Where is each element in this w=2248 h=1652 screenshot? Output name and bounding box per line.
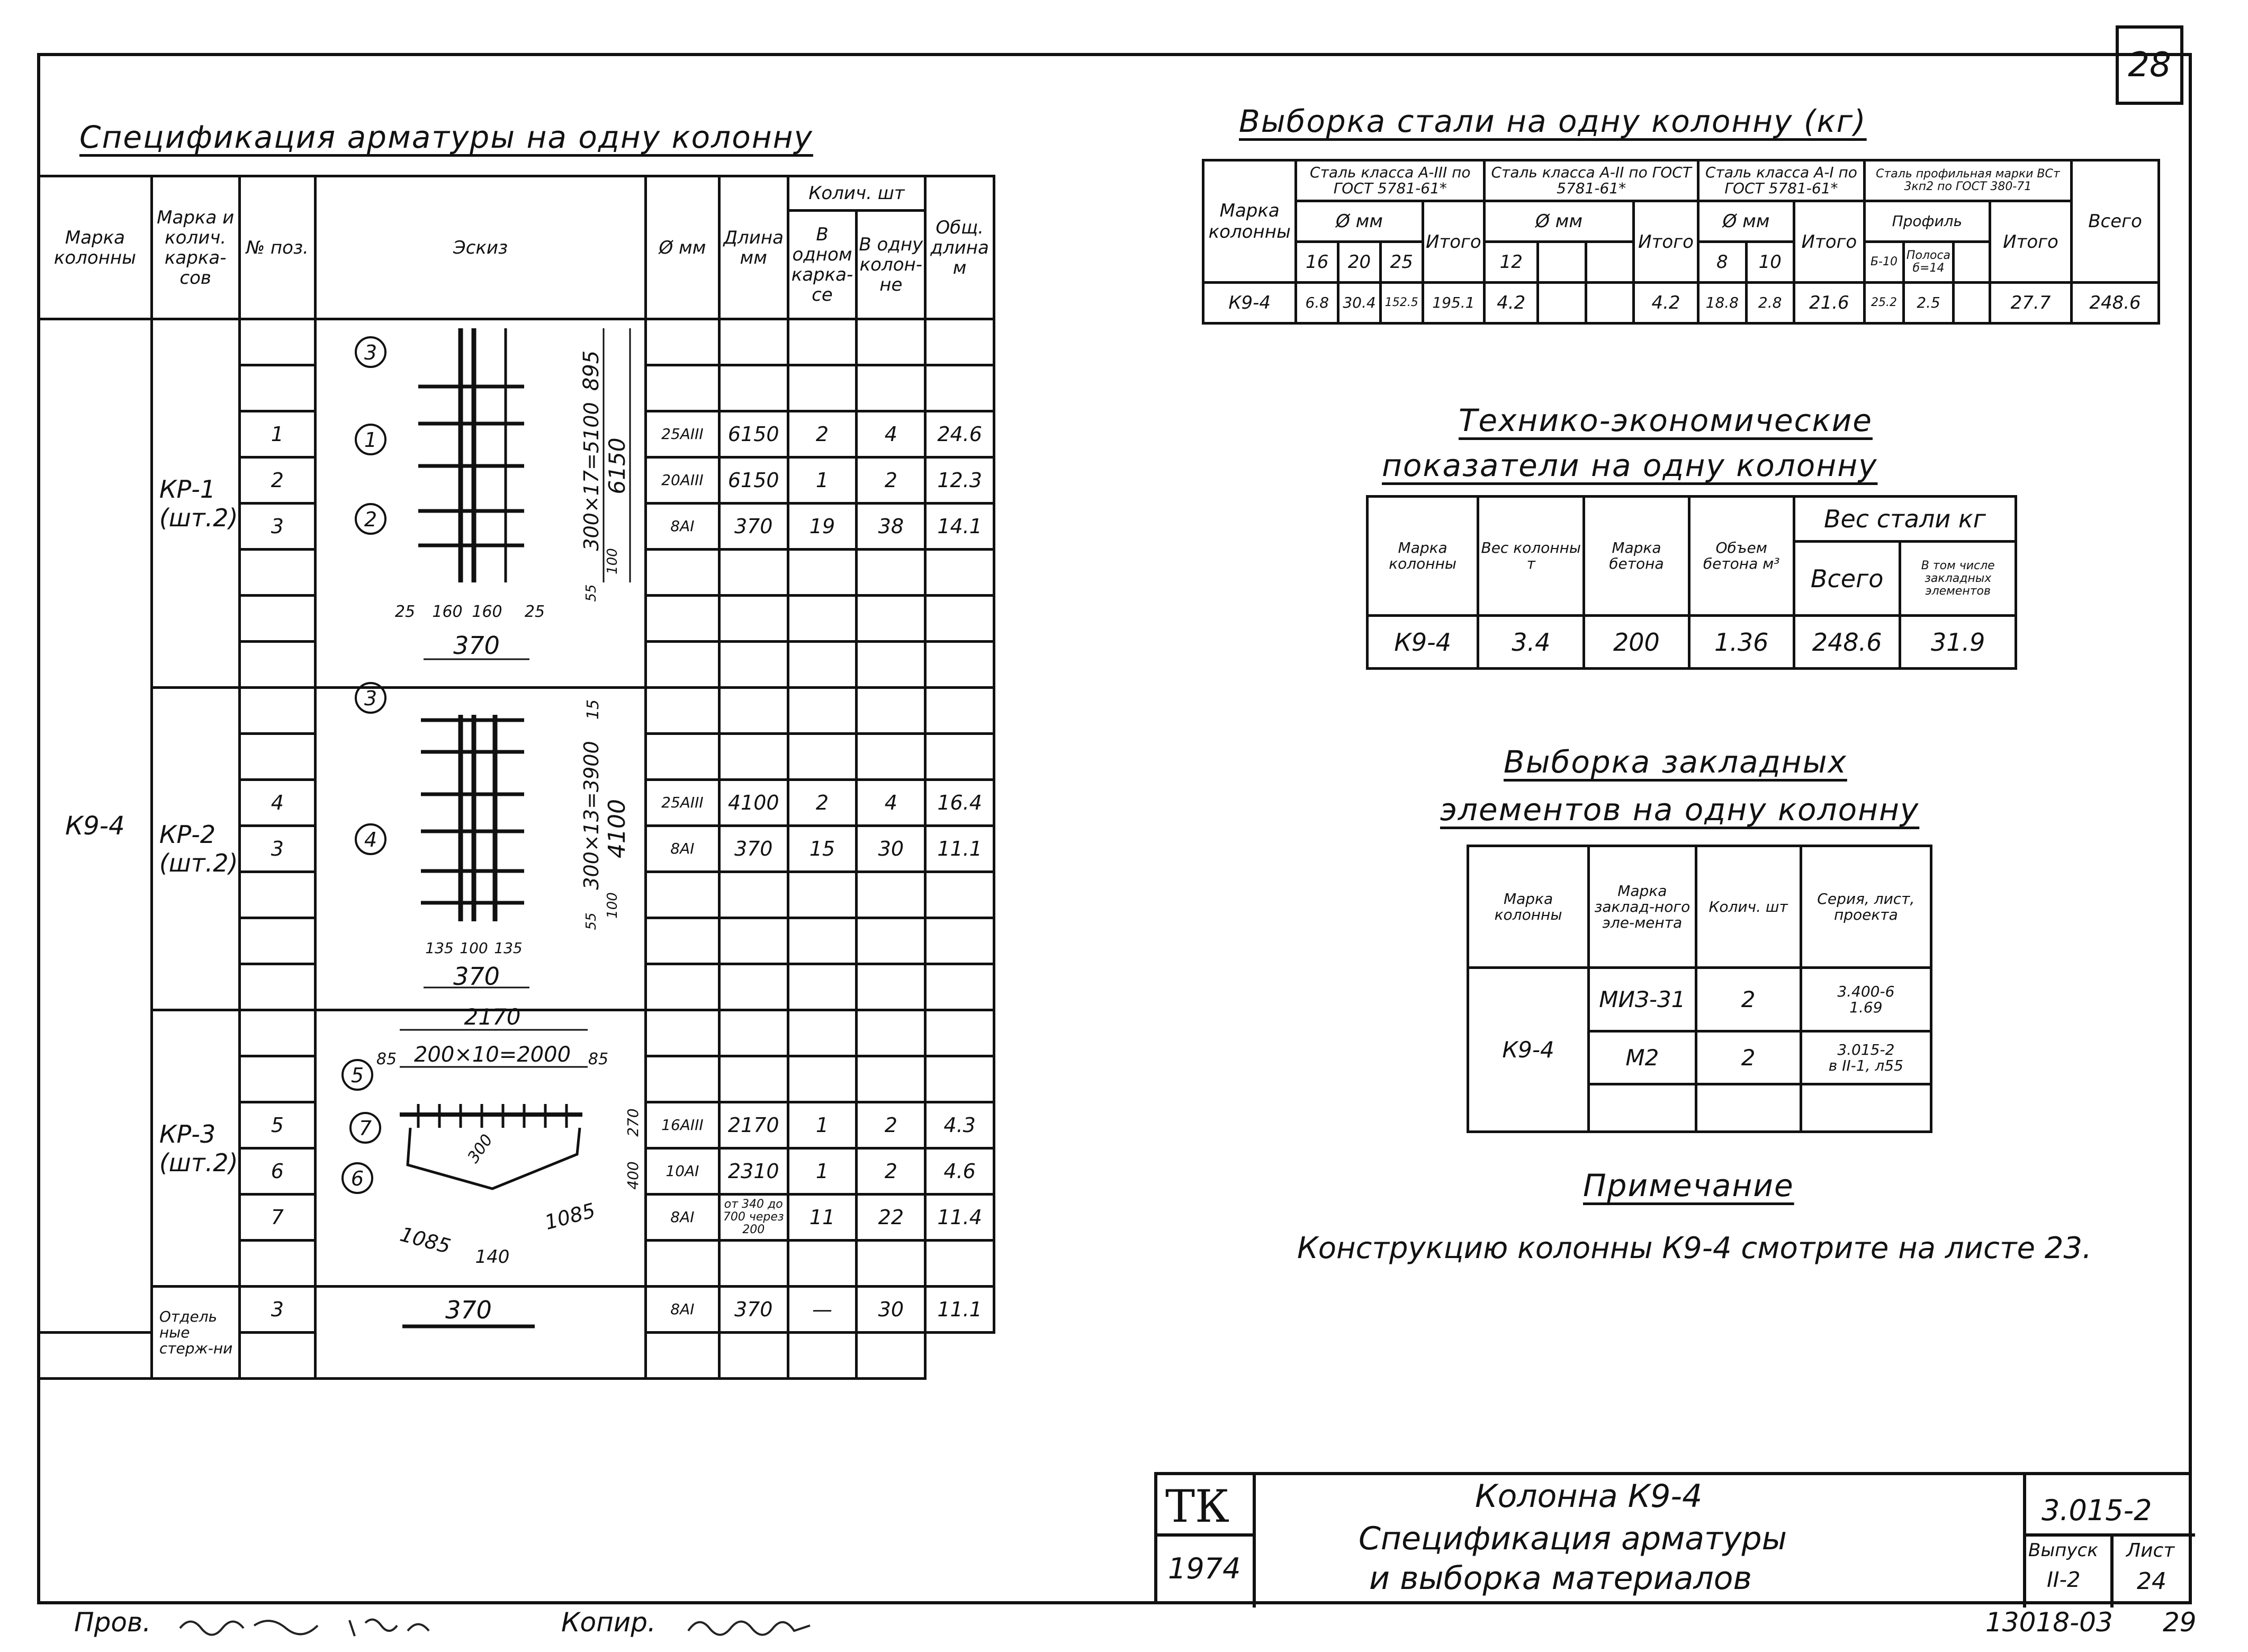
- dim-label: 25: [394, 603, 416, 621]
- spec-frame-mark: КР-3: [159, 1119, 216, 1148]
- dim-label: 400: [624, 1161, 642, 1190]
- tb-line3: и выборка материалов: [1369, 1560, 1752, 1597]
- spec-frame-count: (шт.2): [159, 1148, 238, 1177]
- steel-sub: 16: [1296, 242, 1338, 283]
- spec-cell-pos: 7: [239, 1195, 316, 1241]
- emb-cell: 1.69: [1849, 998, 1883, 1016]
- spec-cell-total: 12.3: [925, 457, 994, 504]
- steel-h-g1-total: Итого: [1423, 201, 1485, 283]
- spec-h-diam: Ø мм: [646, 176, 720, 319]
- steel-cell: [1953, 283, 1990, 324]
- spec-h-frame-mark: Марка и колич. карка-сов: [151, 176, 239, 319]
- spec-cell-q1: 1: [788, 1102, 857, 1148]
- dim-label: 85: [588, 1050, 609, 1069]
- spec-cell-pos: 3: [239, 1287, 316, 1333]
- spec-cell-len: 4100: [719, 780, 788, 826]
- spec-cell-pos: 4: [239, 780, 316, 826]
- steel-cell: 18.8: [1698, 283, 1746, 324]
- steel-sub: 12: [1485, 242, 1538, 283]
- tech-cell: К9-4: [1368, 616, 1478, 669]
- emb-cell: МИЗ-31: [1589, 968, 1696, 1031]
- tech-cell: 31.9: [1900, 616, 2016, 669]
- dim-label: 140: [475, 1246, 510, 1268]
- spec-cell-q2: 4: [857, 411, 925, 457]
- checked-signature: [175, 1610, 450, 1641]
- spec-cell-diam: 8АI: [646, 504, 720, 550]
- sheet-number: 28: [2116, 25, 2183, 105]
- dim-label: 25: [524, 603, 545, 621]
- tb-line2: Спецификация арматуры: [1359, 1520, 1787, 1557]
- spec-h-qty-one: В одном карка-се: [788, 211, 857, 319]
- emb-title-1: Выборка закладных: [1504, 744, 1847, 780]
- steel-sub: 10: [1746, 242, 1794, 283]
- spec-h-sketch: Эскиз: [316, 176, 646, 319]
- spec-cell-total: 16.4: [925, 780, 994, 826]
- spec-h-total: Общ. длина м: [925, 176, 994, 319]
- spec-cell-len: 6150: [719, 457, 788, 504]
- dim-label: 2170: [464, 1004, 521, 1030]
- spec-cell-pos: 3: [239, 826, 316, 872]
- emb-cell: 3.015-2: [1837, 1040, 1895, 1058]
- dim-label: 300×13=3900: [580, 741, 603, 890]
- tech-h-incl: В том числе закладных элементов: [1900, 542, 2016, 616]
- tb-issue: II-2: [2047, 1568, 2081, 1592]
- dim-label: 160: [472, 603, 502, 621]
- note-text: Конструкцию колонны К9-4 смотрите на листе 23.: [1297, 1231, 2092, 1265]
- tb-year: 1974: [1168, 1552, 1241, 1585]
- steel-cell: 195.1: [1423, 283, 1485, 324]
- tech-h-concrete: Марка бетона: [1584, 497, 1689, 616]
- spec-cell-diam: 10АI: [646, 1148, 720, 1195]
- tech-title-1: Технико-экономические: [1459, 402, 1873, 438]
- spec-cell-q1: 11: [788, 1195, 857, 1241]
- tech-cell: 1.36: [1689, 616, 1794, 669]
- position-marker-label: 2: [364, 508, 377, 531]
- steel-cell: 152.5: [1380, 283, 1423, 324]
- steel-cell: 2.5: [1904, 283, 1954, 324]
- emb-title-2: элементов на одну колонну: [1440, 792, 1920, 828]
- dim-label: 4100: [604, 799, 631, 858]
- steel-sub: 8: [1698, 242, 1746, 283]
- tech-h-volume: Объем бетона м³: [1689, 497, 1794, 616]
- spec-cell-len: 6150: [719, 411, 788, 457]
- steel-h-g2-total: Итого: [1633, 201, 1698, 283]
- tech-h-total: Всего: [1794, 542, 1900, 616]
- spec-cell-q1: 1: [788, 1148, 857, 1195]
- tech-cell: 3.4: [1478, 616, 1584, 669]
- steel-h-grand: Всего: [2072, 160, 2159, 283]
- dim-label: 1085: [542, 1198, 598, 1235]
- dim-label: 300: [464, 1131, 497, 1167]
- steel-h-g4-total: Итого: [1990, 201, 2071, 283]
- emb-cell: М2: [1589, 1031, 1696, 1084]
- steel-cell: 4.2: [1633, 283, 1698, 324]
- steel-sub: [1586, 242, 1633, 283]
- spec-frame-count: (шт.2): [159, 849, 238, 877]
- spec-cell-q2: 2: [857, 457, 925, 504]
- dim-label: 1085: [397, 1222, 453, 1259]
- org-logo: ТК: [1165, 1480, 1230, 1532]
- emb-row: [1468, 968, 1931, 1031]
- spec-cell-total: 11.4: [925, 1195, 994, 1241]
- dim-label: 160: [432, 603, 463, 621]
- spec-title: Спецификация арматуры на одну колонну: [79, 119, 813, 155]
- steel-sub: Полоса б=14: [1904, 242, 1954, 283]
- embedded-table: [1467, 845, 1932, 1133]
- steel-sub: [1953, 242, 1990, 283]
- spec-cell-pos: 5: [239, 1102, 316, 1148]
- steel-h-g1: Сталь класса А-III по ГОСТ 5781-61*: [1296, 160, 1485, 201]
- dim-label: 370: [453, 631, 500, 660]
- spec-column-mark: К9-4: [39, 319, 152, 1333]
- spec-cell-q2: 30: [857, 1287, 925, 1333]
- dim-label: 270: [624, 1108, 642, 1137]
- spec-cell-q2: 30: [857, 826, 925, 872]
- dim-label: 370: [453, 962, 500, 991]
- spec-cell-diam: 8АI: [646, 1195, 720, 1241]
- steel-sub: [1538, 242, 1586, 283]
- steel-cell: [1538, 283, 1586, 324]
- spec-h-pos: № поз.: [239, 176, 316, 319]
- emb-cell: К9-4: [1468, 968, 1589, 1132]
- spec-h-qty-col: В одну колон-не: [857, 211, 925, 319]
- steel-h-g1-unit: Ø мм: [1296, 201, 1423, 242]
- emb-h-qty: Колич. шт: [1696, 846, 1801, 968]
- spec-cell-total: 14.1: [925, 504, 994, 550]
- steel-cell: 4.2: [1485, 283, 1538, 324]
- steel-h-g3: Сталь класса А-I по ГОСТ 5781-61*: [1698, 160, 1865, 201]
- steel-sub: 25: [1380, 242, 1423, 283]
- steel-h-g3-total: Итого: [1794, 201, 1864, 283]
- spec-cell-q1: —: [788, 1287, 857, 1333]
- tb-sheet-label: Лист: [2126, 1540, 2175, 1561]
- emb-h-series: Серия, лист, проекта: [1801, 846, 1931, 968]
- tech-h-mark: Марка колонны: [1368, 497, 1478, 616]
- steel-cell: 2.8: [1746, 283, 1794, 324]
- dim-label: 895: [579, 350, 604, 391]
- spec-cell-q2: 4: [857, 780, 925, 826]
- spec-cell-q2: 38: [857, 504, 925, 550]
- spec-frame-mark: Отдель ные стерж-ни: [159, 1307, 233, 1357]
- spec-cell-len: 370: [719, 504, 788, 550]
- dim-label: 135: [425, 939, 454, 957]
- emb-cell: 3.400-6: [1837, 982, 1895, 1000]
- spec-cell-len: 370: [719, 826, 788, 872]
- dim-label: 100: [605, 548, 621, 574]
- steel-title: Выборка стали на одну колонну (кг): [1239, 103, 1867, 139]
- spec-cell-pos: 1: [239, 411, 316, 457]
- spec-cell-pos: 6: [239, 1148, 316, 1195]
- dim-label: 200×10=2000: [413, 1043, 571, 1067]
- steel-h-g2-unit: Ø мм: [1485, 201, 1634, 242]
- dim-label: 55: [583, 912, 599, 930]
- position-marker-label: 7: [358, 1117, 372, 1140]
- spec-cell-total: 24.6: [925, 411, 994, 457]
- spec-cell-q1: 15: [788, 826, 857, 872]
- dim-label: 100: [460, 939, 488, 957]
- copied-signature: [683, 1610, 831, 1641]
- dim-label: 55: [583, 584, 599, 602]
- rebar-bent: [408, 1128, 580, 1189]
- steel-cell: 6.8: [1296, 283, 1338, 324]
- spec-cell-diam: 16АIII: [646, 1102, 720, 1148]
- position-marker-label: 3: [364, 341, 377, 364]
- steel-cell: 25.2: [1864, 283, 1903, 324]
- steel-table: [1202, 159, 2160, 325]
- steel-cell: 21.6: [1794, 283, 1864, 324]
- spec-h-column-mark: Марка колонны: [39, 176, 152, 319]
- tb-line1: Колонна К9-4: [1475, 1478, 1703, 1515]
- position-marker-label: 1: [364, 428, 377, 452]
- position-marker-label: 4: [364, 828, 377, 851]
- dim-label: 100: [605, 892, 621, 919]
- spec-cell-len: 2170: [719, 1102, 788, 1148]
- title-block: [1154, 1472, 2192, 1604]
- steel-h-g4: Сталь профильная марки ВСт 3кп2 по ГОСТ 380-71: [1864, 160, 2071, 201]
- footer-code: 13018-03: [1985, 1607, 2113, 1638]
- emb-h-elem: Марка заклад-ного эле-мента: [1589, 846, 1696, 968]
- steel-h-g3-unit: Ø мм: [1698, 201, 1794, 242]
- steel-cell: 27.7: [1990, 283, 2071, 324]
- spec-cell-diam: 25АIII: [646, 780, 720, 826]
- dim-label: 370: [445, 1296, 492, 1324]
- tb-code: 3.015-2: [2042, 1494, 2152, 1527]
- emb-h-mark: Марка колонны: [1468, 846, 1589, 968]
- tb-issue-label: Выпуск: [2028, 1540, 2098, 1561]
- spec-cell-pos: 2: [239, 457, 316, 504]
- dim-label: 85: [376, 1050, 397, 1069]
- tb-sheet: 24: [2137, 1568, 2166, 1595]
- emb-cell: 2: [1696, 968, 1801, 1031]
- steel-cell: 248.6: [2072, 283, 2159, 324]
- spec-cell-diam: 20АIII: [646, 457, 720, 504]
- spec-cell-total: 4.6: [925, 1148, 994, 1195]
- tech-h-weight: Вес колонны т: [1478, 497, 1584, 616]
- spec-cell-q2: 22: [857, 1195, 925, 1241]
- spec-frame-count: (шт.2): [159, 503, 238, 532]
- tech-cell: 200: [1584, 616, 1689, 669]
- spec-h-qty: Колич. шт: [788, 176, 925, 211]
- footer-checked: Пров.: [74, 1607, 151, 1638]
- steel-cell: 30.4: [1338, 283, 1381, 324]
- footer-page: 29: [2163, 1607, 2197, 1638]
- spec-cell-q1: 1: [788, 457, 857, 504]
- spec-cell-len: от 340 до 700 через 200: [719, 1195, 788, 1241]
- spec-cell-q2: 2: [857, 1102, 925, 1148]
- tech-cell: 248.6: [1794, 616, 1900, 669]
- steel-cell: [1586, 283, 1633, 324]
- position-marker-label: 6: [350, 1167, 364, 1190]
- spec-cell-pos: 3: [239, 504, 316, 550]
- spec-cell-len: 370: [719, 1287, 788, 1333]
- dim-label: 15: [584, 699, 603, 720]
- spec-frame-mark: КР-2: [159, 820, 216, 849]
- tech-h-steel: Вес стали кг: [1794, 497, 2016, 542]
- footer-copied: Копир.: [561, 1607, 656, 1638]
- tech-title-2: показатели на одну колонну: [1382, 447, 1878, 483]
- spec-cell-total: 11.1: [925, 826, 994, 872]
- emb-cell: 2: [1696, 1031, 1801, 1084]
- steel-data-row: [1203, 283, 2159, 324]
- spec-cell-total: 4.3: [925, 1102, 994, 1148]
- position-marker-label: 3: [364, 687, 377, 710]
- spec-cell-q1: 19: [788, 504, 857, 550]
- steel-cell: К9-4: [1203, 283, 1296, 324]
- emb-cell: в II-1, л55: [1828, 1056, 1903, 1074]
- steel-sub: Б-10: [1864, 242, 1903, 283]
- spec-cell-diam: 25АIII: [646, 411, 720, 457]
- spec-cell-q1: 2: [788, 411, 857, 457]
- spec-cell-len: 2310: [719, 1148, 788, 1195]
- steel-sub: 20: [1338, 242, 1381, 283]
- spec-cell-diam: 8АI: [646, 1287, 720, 1333]
- dim-label: 300×17=5100: [580, 402, 603, 551]
- steel-h-g4-unit: Профиль: [1864, 201, 1990, 242]
- spec-cell-total: 11.1: [925, 1287, 994, 1333]
- spec-frame-mark: КР-1: [159, 474, 216, 504]
- dim-label: 135: [494, 939, 523, 957]
- tech-table: [1366, 495, 2017, 670]
- position-marker-label: 5: [350, 1064, 364, 1087]
- spec-cell-diam: 8АI: [646, 826, 720, 872]
- spec-cell-q1: 2: [788, 780, 857, 826]
- note-title: Примечание: [1583, 1168, 1794, 1204]
- tech-data-row: [1368, 616, 2016, 669]
- spec-cell-q2: 2: [857, 1148, 925, 1195]
- steel-h-mark: Марка колонны: [1203, 160, 1296, 283]
- steel-h-g2: Сталь класса А-II по ГОСТ 5781-61*: [1485, 160, 1698, 201]
- spec-h-length: Длина мм: [719, 176, 788, 319]
- dim-label: 6150: [604, 437, 630, 495]
